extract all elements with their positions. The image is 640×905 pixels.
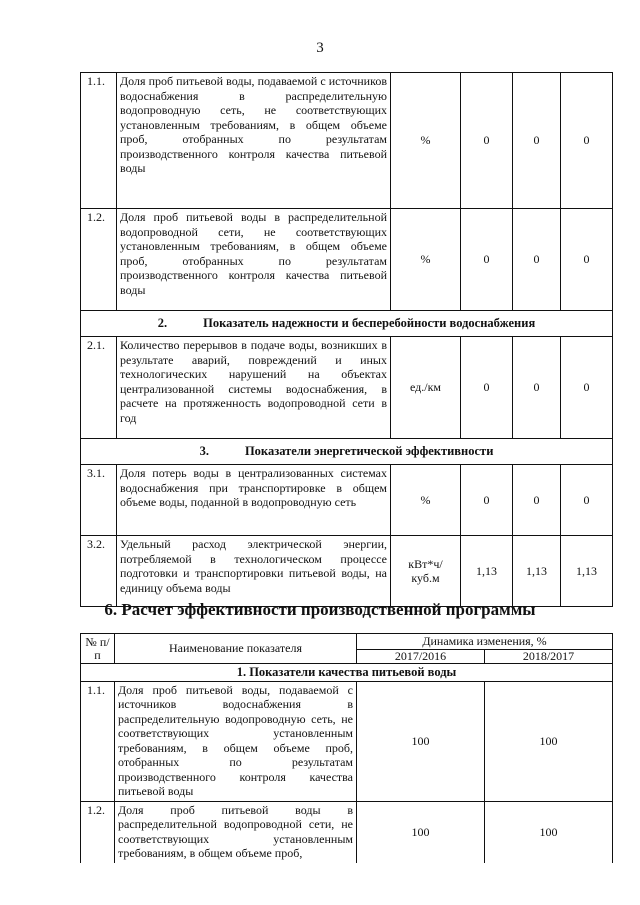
row-number: 2.1.	[81, 337, 117, 439]
value: 0	[513, 209, 561, 311]
value: 0	[513, 465, 561, 536]
page-number: 3	[316, 40, 324, 56]
indicator-name: Доля проб питьевой воды, подаваемой с источников водоснабжения в распределительную водопроводную сеть, не соответствующих установленным требованиям, в общем объеме проб, отобранных по результатам производственного контроля качества питьевой воды	[115, 681, 357, 801]
value: 100	[485, 681, 613, 801]
indicator-name: Доля потерь воды в централизованных системах водоснабжения при транспортировке в общем объеме воды, поданной в водопроводную сеть	[117, 465, 391, 536]
indicator-name: Доля проб питьевой воды в распределительной водопроводной сети, не соответствующих установленным требованиям, в общем объеме проб, отобранных по результатам производственного контроля качества питьевой воды	[117, 209, 391, 311]
section-label: Показатели энергетической эффективности	[244, 444, 494, 459]
row-number: 3.1.	[81, 465, 117, 536]
row-number: 3.2.	[81, 536, 117, 607]
indicator-name: Доля проб питьевой воды в распределительной водопроводной сети, не соответствующих установленным требованиям, в общем объеме проб,	[115, 801, 357, 863]
unit: кВт*ч/ куб.м	[391, 536, 461, 607]
section-title: 1. Показатели качества питьевой воды	[81, 664, 613, 682]
table-row	[81, 465, 613, 536]
indicator-name: Доля проб питьевой воды, подаваемой с источников водоснабжения в распределительную водопроводную сеть, не соответствующих установленным требованиям, в общем объеме проб, отобранных по результатам производственного контроля качества питьевой воды	[117, 73, 391, 209]
section-heading: 6. Расчет эффективности производственной программы	[104, 600, 536, 619]
section-label: Показатель надежности и бесперебойности водоснабжения	[203, 316, 536, 331]
row-number: 1.2.	[81, 801, 115, 863]
row-number: 1.1.	[81, 73, 117, 209]
value: 100	[357, 801, 485, 863]
column-header-dynamics: Динамика изменения, %	[357, 634, 613, 650]
row-number: 1.1.	[81, 681, 115, 801]
section-number: 2.	[157, 316, 168, 331]
value: 0	[461, 73, 513, 209]
value: 1,13	[513, 536, 561, 607]
column-header-year: 2017/2016	[357, 650, 485, 664]
column-header-year: 2018/2017	[485, 650, 613, 664]
value: 0	[513, 337, 561, 439]
value: 0	[461, 337, 513, 439]
table-row	[81, 209, 613, 311]
column-header-number: № п/п	[81, 634, 115, 664]
section-title	[81, 311, 613, 337]
indicators-table	[80, 72, 613, 607]
unit: ед./км	[391, 337, 461, 439]
section-header-row	[81, 664, 613, 682]
table-row	[81, 536, 613, 607]
table-row	[81, 73, 613, 209]
value: 100	[357, 681, 485, 801]
table-row	[81, 801, 613, 863]
value: 0	[561, 337, 613, 439]
row-number: 1.2.	[81, 209, 117, 311]
value: 1,13	[461, 536, 513, 607]
section-title	[81, 439, 613, 465]
unit: %	[391, 209, 461, 311]
indicator-name: Удельный расход электрической энергии, потребляемой в технологическом процессе подготовки и транспортировки питьевой воды, на единицу объема воды	[117, 536, 391, 607]
unit: %	[391, 73, 461, 209]
value: 1,13	[561, 536, 613, 607]
value: 0	[561, 73, 613, 209]
section-header-row	[81, 311, 613, 337]
efficiency-table	[80, 633, 613, 863]
value: 0	[561, 209, 613, 311]
indicator-name: Количество перерывов в подаче воды, возникших в результате аварий, повреждений и иных технологических нарушений на объектах централизованной системы водоснабжения, в расчете на протяженность водопроводной сети в год	[117, 337, 391, 439]
value: 0	[461, 465, 513, 536]
column-header-name: Наименование показателя	[115, 634, 357, 664]
value: 0	[461, 209, 513, 311]
section-header-row	[81, 439, 613, 465]
table-row	[81, 681, 613, 801]
value: 100	[485, 801, 613, 863]
header-row	[81, 634, 613, 650]
section-number: 3.	[199, 444, 209, 459]
table-row	[81, 337, 613, 439]
value: 0	[513, 73, 561, 209]
unit: %	[391, 465, 461, 536]
value: 0	[561, 465, 613, 536]
